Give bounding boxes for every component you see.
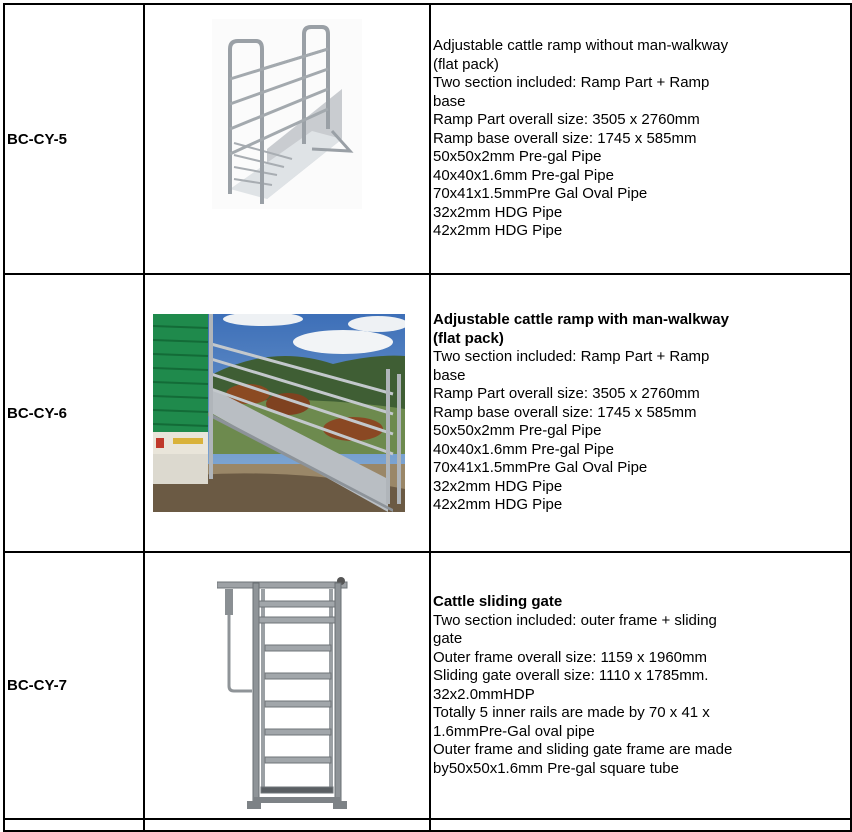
spec-line: 70x41x1.5mmPre Gal Oval Pipe — [433, 459, 648, 477]
product-description-empty — [430, 819, 851, 831]
spec-line: base — [433, 92, 466, 110]
spec-line: Two section included: Ramp Part + Ramp — [433, 74, 710, 92]
product-title-line2: (flat pack) — [433, 329, 504, 347]
spec-line: 32x2mm HDG Pipe — [433, 477, 563, 495]
spec-line: 32x2mm HDG Pipe — [433, 203, 563, 221]
spec-line: base — [433, 366, 466, 384]
spec-line: Outer frame overall size: 1159 x 1960mm — [433, 648, 708, 666]
spec-line: Ramp Part overall size: 3505 x 2760mm — [433, 111, 700, 129]
spec-line: Ramp base overall size: 1745 x 585mm — [433, 129, 697, 147]
spec-line: 1.6mmPre-Gal oval pipe — [433, 722, 595, 740]
product-code: BC-CY-7 — [4, 552, 144, 819]
spec-line: Two section included: Ramp Part + Ramp — [433, 348, 710, 366]
product-image-cell-empty — [144, 819, 430, 831]
table-row — [4, 552, 851, 819]
spec-line: Ramp Part overall size: 3505 x 2760mm — [433, 385, 700, 403]
spec-line: by50x50x1.6mm Pre-gal square tube — [433, 759, 679, 777]
spec-line: Sliding gate overall size: 1110 x 1785mm. — [433, 667, 709, 684]
cattle-ramp-truck-image — [153, 314, 405, 512]
product-description — [430, 274, 851, 552]
spec-line: Outer frame and sliding gate frame are made — [433, 741, 733, 758]
spec-line: 32x2.0mmHDP — [433, 685, 535, 703]
spec-line: 40x40x1.6mm Pre-gal Pipe — [433, 166, 614, 184]
product-image-cell — [144, 4, 430, 274]
spec-line: 40x40x1.6mm Pre-gal Pipe — [433, 440, 614, 458]
spec-line: Two section included: outer frame + sliding — [433, 611, 717, 629]
product-code: BC-CY-6 — [4, 274, 144, 552]
spec-line: Ramp base overall size: 1745 x 585mm — [433, 403, 697, 421]
product-title: Cattle sliding gate — [433, 593, 563, 610]
product-title: Adjustable cattle ramp without man-walkway — [433, 37, 729, 55]
table-row — [4, 819, 851, 831]
spec-line: Totally 5 inner rails are made by 70 x 41 x — [433, 704, 710, 721]
spec-line: gate — [433, 630, 463, 647]
product-title-line2: (flat pack) — [433, 55, 499, 73]
product-image-cell — [144, 274, 430, 552]
product-description — [430, 552, 851, 819]
sliding-gate-image — [217, 561, 357, 811]
spec-line: 42x2mm HDG Pipe — [433, 496, 563, 514]
spec-line: 50x50x2mm Pre-gal Pipe — [433, 422, 602, 440]
table-row — [4, 4, 851, 274]
product-code-empty — [4, 819, 144, 831]
product-title: Adjustable cattle ramp with man-walkway — [433, 311, 729, 329]
product-code: BC-CY-5 — [4, 4, 144, 274]
product-description — [430, 4, 851, 274]
table-row — [4, 274, 851, 552]
spec-line: 50x50x2mm Pre-gal Pipe — [433, 148, 602, 166]
spec-line: 70x41x1.5mmPre Gal Oval Pipe — [433, 185, 648, 203]
product-spec-table — [3, 3, 852, 832]
cattle-ramp-image — [212, 19, 362, 209]
spec-line: 42x2mm HDG Pipe — [433, 222, 563, 240]
product-image-cell — [144, 552, 430, 819]
